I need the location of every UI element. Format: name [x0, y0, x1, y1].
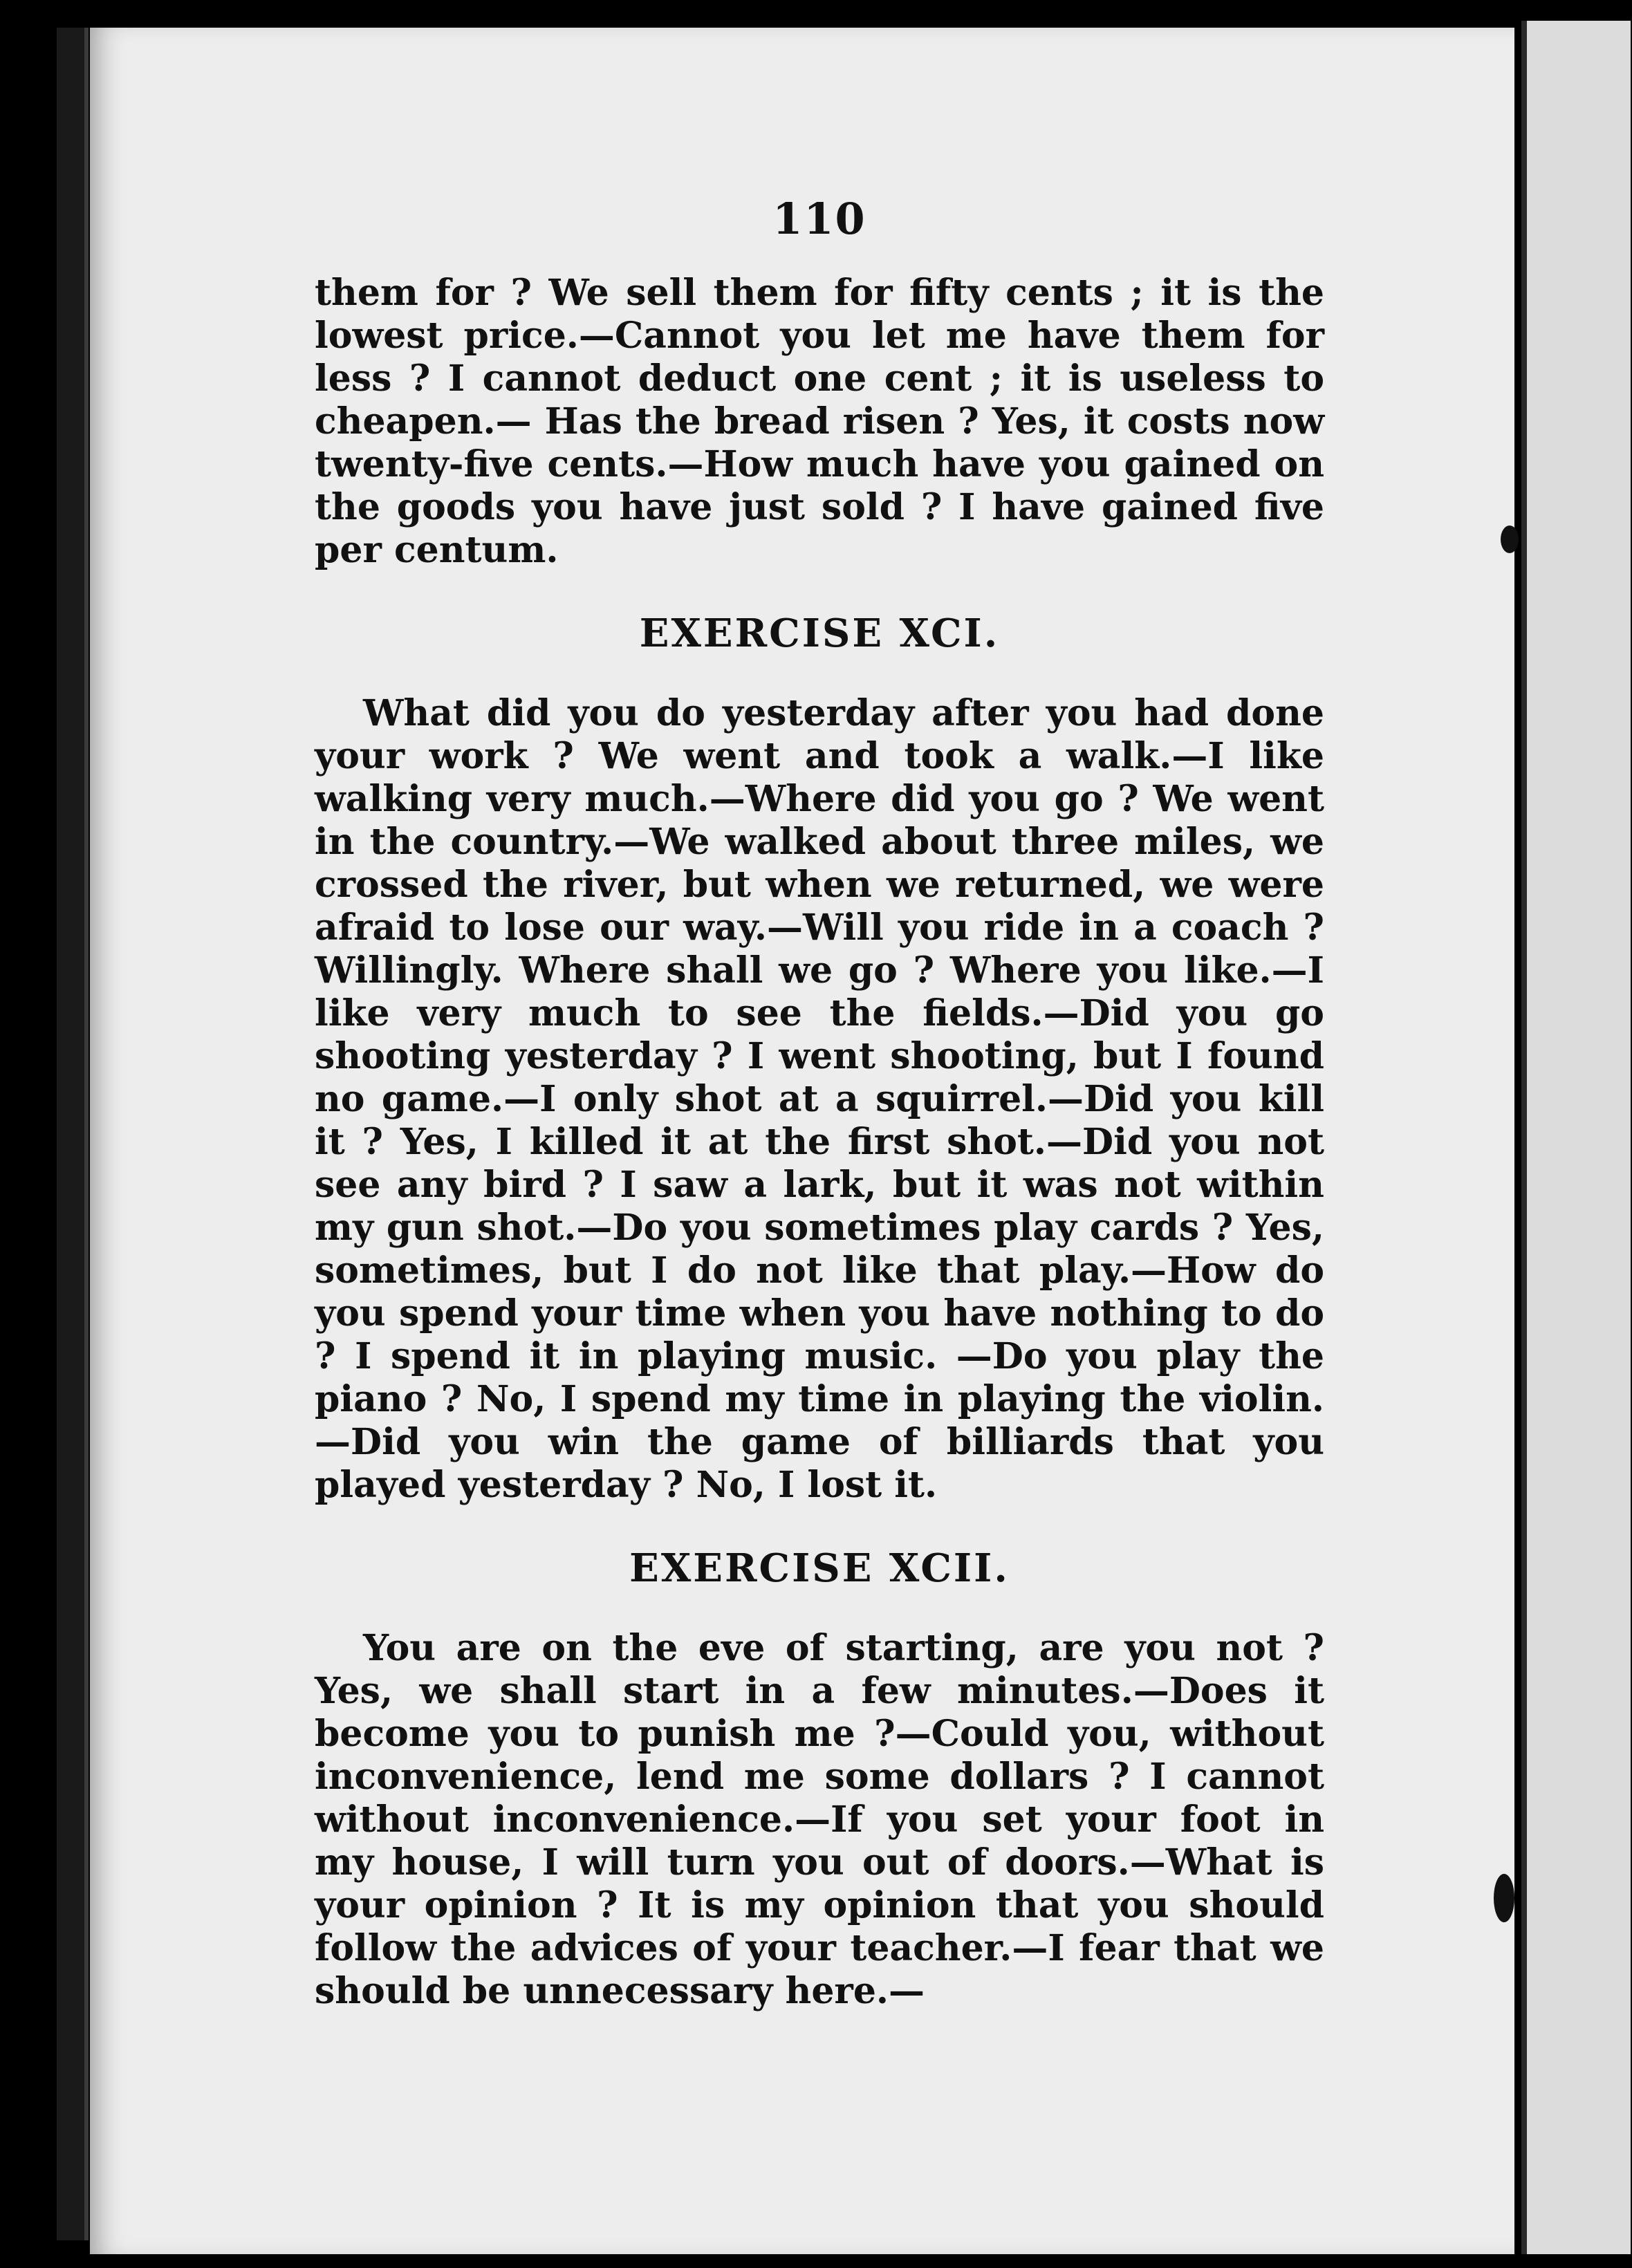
paragraph	[315, 692, 1324, 1507]
exercise-heading: EXERCISE XCI.	[639, 611, 1000, 656]
paragraph	[315, 1627, 1324, 2013]
binding-strip	[57, 28, 89, 2240]
ink-blot	[1501, 526, 1519, 553]
page-text	[315, 194, 1324, 2013]
paragraph-text: You are on the eve of starting, are you not ? Yes, we shall start in a few minutes.—Does it become you to punish me ?—Could you, without inconvenience, lend me some dollars ? I cannot without inconvenience.—If you set your foot in my house, I will turn you out of doors.—What is your opinion ? It is my opinion that you should follow the advices of your teacher.—I fear that we should be unnecessary here.—	[315, 1627, 1324, 2012]
paragraph-text: What did you do yesterday after you had done your work ? We went and took a walk.—I like walking very much.—Where did you go ? We went in the country.—We walked about three miles, we crossed the river, but when we returned, we were afraid to lose our way.—Will you ride in a coach ? Willingly. Where shall we go ? Where you like.—I like very much to see the fields.—Did you go shooting yesterday ? I went shooting, but I found no game.—I only shot at a squirrel.—Did you kill it ? Yes, I killed it at the first shot.—Did you not see any bird ? I saw a lark, but it was not within my gun shot.—Do you sometimes play cards ? Yes, sometimes, but I do not like that play.—How do you spend your time when you have nothing to do ? I spend it in playing music. —Do you play the piano ? No, I spend my time in playing the violin.—Did you win the game of billiards that you played yesterday ? No, I lost it.	[315, 692, 1324, 1506]
paragraph	[315, 272, 1324, 572]
ink-blot	[1494, 1874, 1514, 1922]
page-number: 110	[772, 194, 866, 244]
paragraph-text: them for ? We sell them for fifty cents ; it is the lowest price.—Cannot you let me have them for less ? I cannot deduct one cent ; it is useless to cheapen.— Has the bread risen ? Yes, it costs now twenty-five cents.—How much have you gained on the goods you have just sold ? I have gained five per centum.	[315, 272, 1324, 571]
adjacent-page-edge	[1521, 21, 1631, 2254]
exercise-heading: EXERCISE XCII.	[629, 1545, 1010, 1591]
